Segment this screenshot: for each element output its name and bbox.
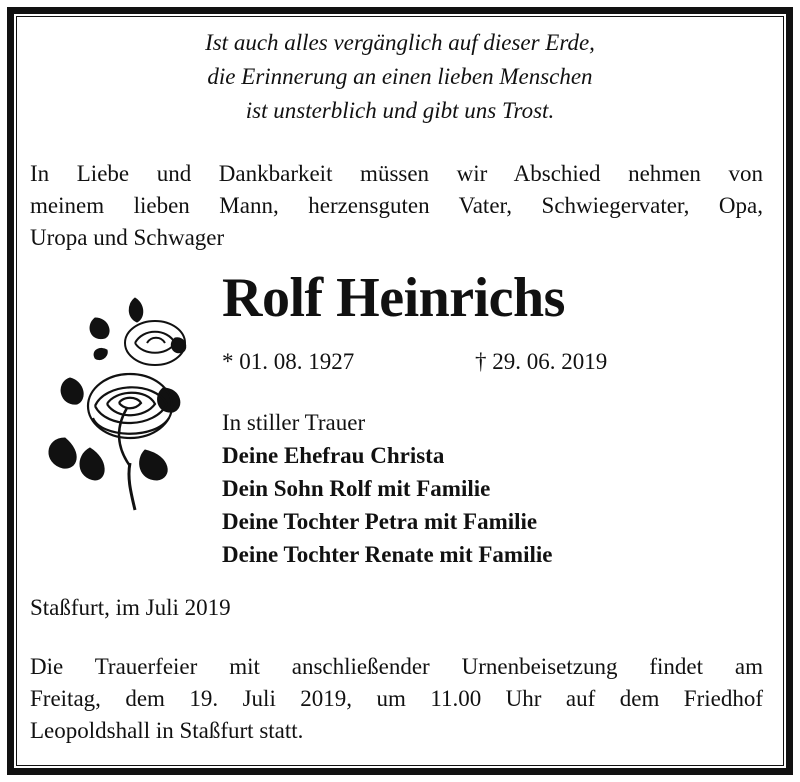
intro-line: Uropa und Schwager xyxy=(30,225,225,250)
memorial-poem xyxy=(0,26,800,128)
mourner-name: Deine Tochter Petra mit Familie xyxy=(222,509,538,534)
mourner-name: Deine Ehefrau Christa xyxy=(222,443,445,468)
place-date: Staßfurt, im Juli 2019 xyxy=(30,595,231,620)
intro-line: meinem lieben Mann, herzensguten Vater, Schwiegervater, Opa, xyxy=(30,193,763,218)
mourner-name: Deine Tochter Renate mit Familie xyxy=(222,542,553,567)
service-line: Leopoldshall in Staßfurt statt. xyxy=(30,718,304,743)
service-line: Freitag, dem 19. Juli 2019, um 11.00 Uhr auf dem Friedhof xyxy=(30,686,763,711)
birth-date: * 01. 08. 1927 xyxy=(222,349,355,374)
poem-line: ist unsterblich und gibt uns Trost. xyxy=(245,98,555,123)
death-date: † 29. 06. 2019 xyxy=(475,349,608,374)
rose-icon xyxy=(35,288,205,513)
mourner-name: Dein Sohn Rolf mit Familie xyxy=(222,476,491,501)
intro-line: In Liebe und Dankbarkeit müssen wir Abschied nehmen von xyxy=(30,161,763,186)
mourners-list xyxy=(222,406,552,571)
intro-text xyxy=(30,158,763,254)
poem-line: Ist auch alles vergänglich auf dieser Erde, xyxy=(205,30,595,55)
mourning-heading: In stiller Trauer xyxy=(222,410,366,435)
deceased-name: Rolf Heinrichs xyxy=(222,267,565,329)
service-info xyxy=(30,651,763,747)
service-line: Die Trauerfeier mit anschließender Urnenbeisetzung findet am xyxy=(30,654,763,679)
poem-line: die Erinnerung an einen lieben Menschen xyxy=(207,64,593,89)
